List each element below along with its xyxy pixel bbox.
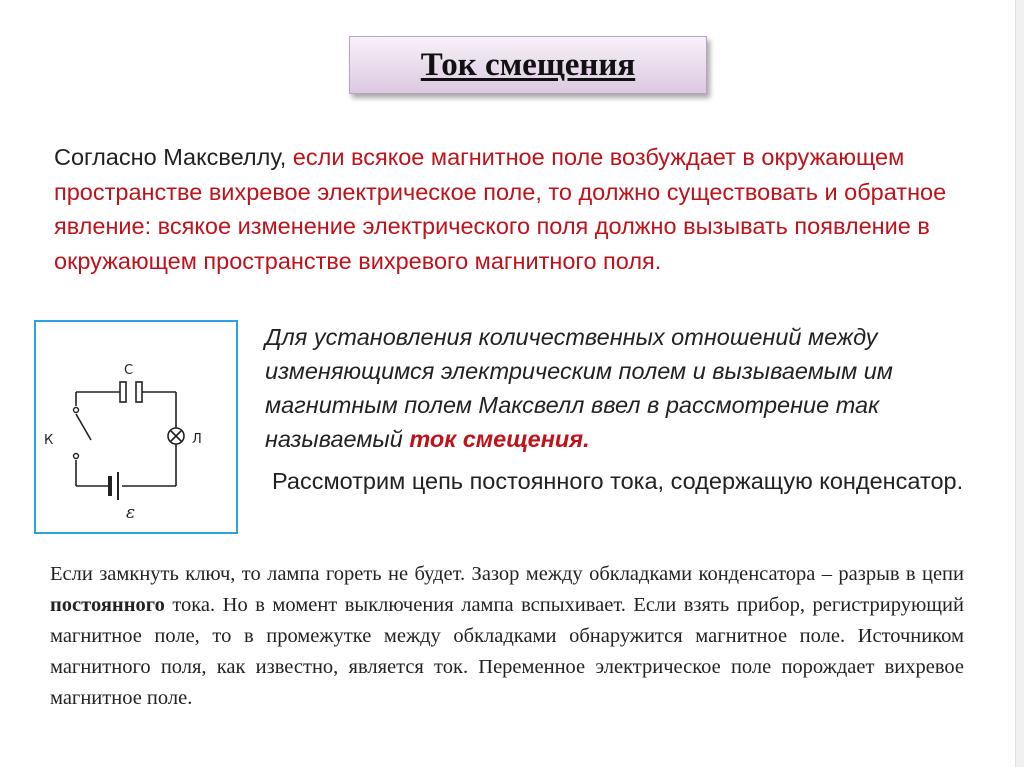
maxwell-text: Для установления количественных отношений между изменяющимся электрическим полем и вызываемым им магнитным полем Максвелл ввел в рассмотрение так называемый [265,324,893,452]
key-label: К [44,433,54,448]
displacement-current-highlight: ток смещения. [409,426,590,452]
title-box [349,36,707,94]
circuit-svg [36,322,236,532]
capacitor-label: C [124,363,134,378]
intro-red-text: если всякое магнитное поле возбуждает в окружающем пространстве вихревое электрическое поле, то должно существовать и обратное явление: всякое изменение электрического поля должно вызывать появление в окружающем пространстве вихревого магнитного поля. [54,144,947,274]
emf-label: ε [126,503,136,523]
intro-paragraph [54,140,994,278]
slide-right-edge [1015,0,1024,767]
key-contact-bottom [74,454,79,459]
key-contact-top [74,408,79,413]
body-paragraph [50,559,964,714]
slide-title: Ток смещения [420,46,636,83]
consider-paragraph: Рассмотрим цепь постоянного тока, содержащую конденсатор. [272,468,964,494]
key-switch-icon [76,414,91,440]
lamp-label: Л [192,432,202,447]
body-part1: Если замкнуть ключ, то лампа гореть не будет. Зазор между обкладками конденсатора – разрыв в цепи [50,563,964,585]
capacitor-plate-right [136,382,142,402]
maxwell-paragraph [265,320,985,456]
circuit-diagram [34,320,238,534]
body-bold-word: постоянного [50,594,165,616]
body-part2: тока. Но в момент выключения лампа вспыхивает. Если взять прибор, регистрирующий магнитное поле, то в промежутке между обкладками обнаружится магнитное поле. Источником магнитного поля, как известно, является ток. Переменное электрическое поле порождает вихревое магнитное поле. [50,594,964,709]
capacitor-plate-left [120,382,126,402]
intro-lead: Согласно Максвеллу, [54,144,287,170]
